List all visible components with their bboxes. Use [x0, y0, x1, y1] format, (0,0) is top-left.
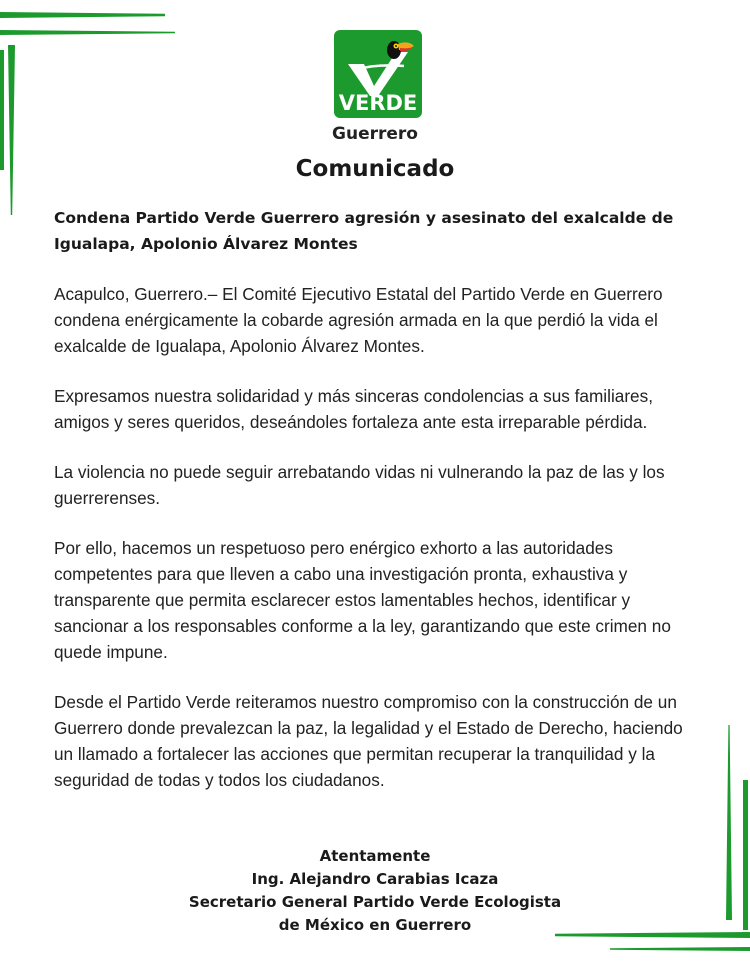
- paragraph: Por ello, hacemos un respetuoso pero enérgico exhorto a las autoridades competentes para que lleven a cabo una investigación pronta, exhaustiva y transparente que permita esclarecer estos lamentables hechos, identificar y sancionar a los responsables conforme a la ley, garantizando que este crimen no quede impune.: [54, 538, 671, 662]
- headline: Condena Partido Verde Guerrero agresión y asesinato del exalcalde de Igualapa, Apolonio Álvarez Montes: [54, 209, 674, 253]
- page-title: Comunicado: [295, 156, 455, 182]
- signature-closing: Atentamente: [319, 847, 431, 865]
- signature-position: Secretario General Partido Verde Ecologista: [188, 893, 562, 911]
- document-body: [54, 205, 704, 817]
- green-stripe: [0, 12, 165, 18]
- green-stripe: [0, 50, 4, 170]
- green-stripe: [610, 947, 750, 951]
- logo-wordmark: VERDE: [338, 91, 418, 115]
- signature-name: Ing. Alejandro Carabias Icaza: [251, 870, 499, 888]
- green-stripe: [0, 30, 175, 35]
- paragraph: La violencia no puede seguir arrebatando vidas ni vulnerando la paz de las y los guerrerenses.: [54, 462, 665, 508]
- signature-position: de México en Guerrero: [278, 916, 472, 934]
- signature-block: [0, 845, 750, 937]
- party-logo: [334, 30, 422, 118]
- paragraph: Desde el Partido Verde reiteramos nuestro compromiso con la construcción de un Guerrero donde prevalezcan la paz, la legalidad y el Estado de Derecho, haciendo un llamado a fortalecer las acciones que permitan recuperar la tranquilidad y la seguridad de todas y todos los ciudadanos.: [54, 692, 683, 790]
- paragraph: Expresamos nuestra solidaridad y más sinceras condolencias a sus familiares, amigos y seres queridos, deseándoles fortaleza ante esta irreparable pérdida.: [54, 386, 653, 432]
- region-label: Guerrero: [332, 124, 418, 144]
- paragraph: Acapulco, Guerrero.– El Comité Ejecutivo Estatal del Partido Verde en Guerrero condena enérgicamente la cobarde agresión armada en la que perdió la vida el exalcalde de Igualapa, Apolonio Álvarez Montes.: [54, 284, 663, 356]
